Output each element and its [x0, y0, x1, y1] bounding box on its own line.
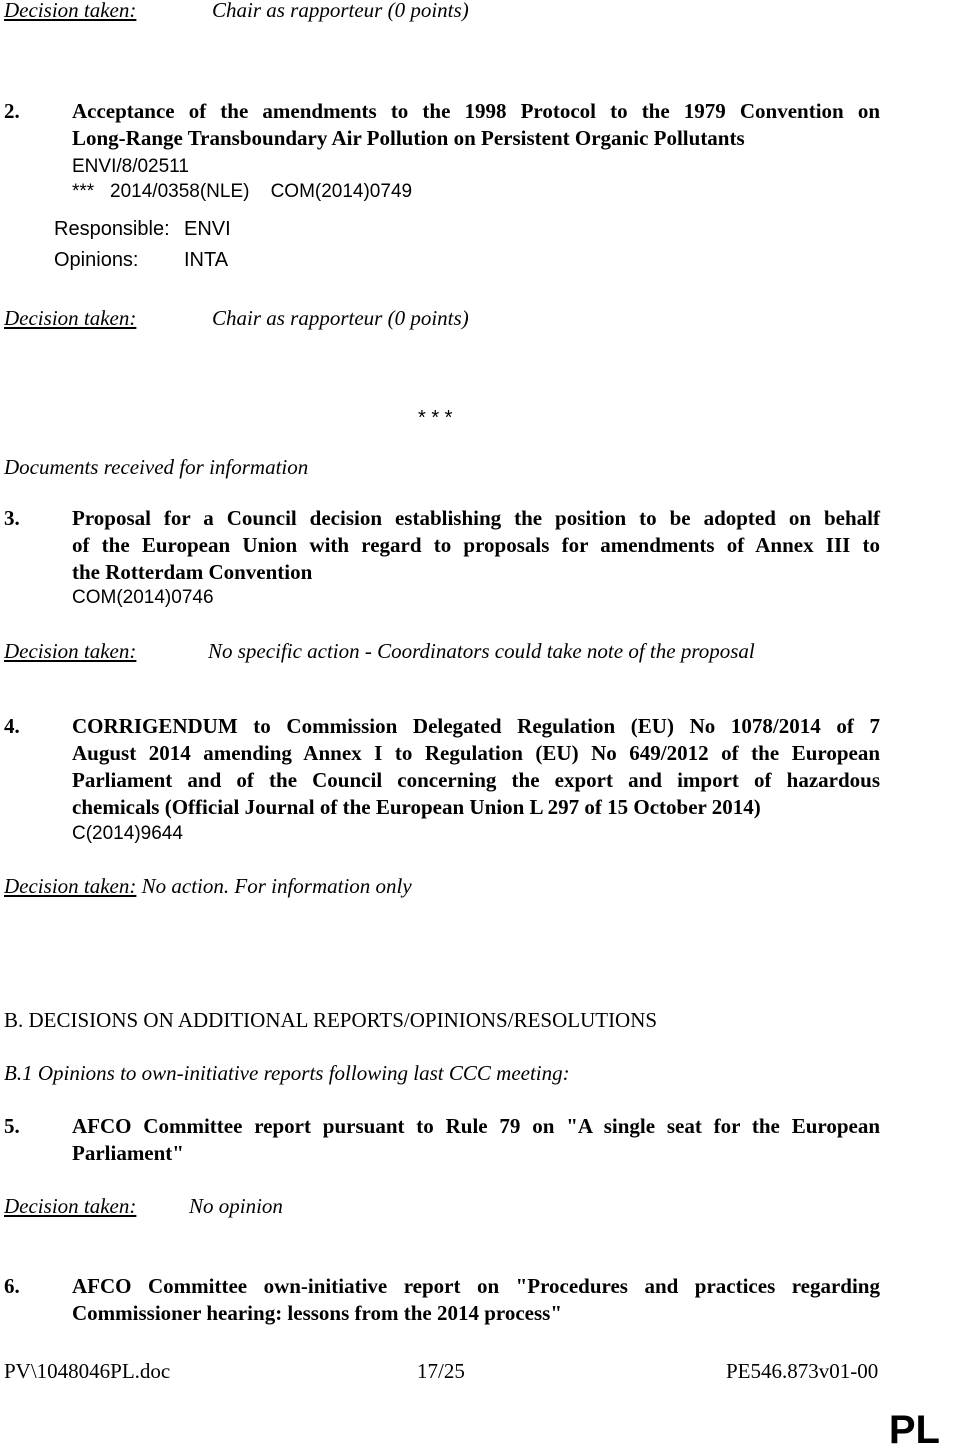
item-2-title-line-1: Acceptance of the amendments to the 1998 Protocol to the 1979 Convention on — [72, 99, 880, 123]
item-6-title — [72, 1273, 880, 1327]
opinions-value: INTA — [184, 249, 229, 271]
item-4-number: 4. — [4, 714, 20, 738]
decision-value-item-5: No opinion — [189, 1194, 283, 1218]
footer-language-code: PL — [888, 1408, 940, 1452]
decision-value-item-3: No specific action - Coordinators could take note of the proposal — [208, 639, 755, 663]
decision-label-item-2: Decision taken: — [4, 306, 137, 330]
decision-line-item-4 — [4, 873, 412, 900]
item-4-title-line-1: CORRIGENDUM to Commission Delegated Regulation (EU) No 1078/2014 of 7 — [72, 714, 880, 738]
item-6-title-line-1: AFCO Committee own-initiative report on "Procedures and practices regarding — [72, 1274, 880, 1298]
item-3-title-line-3: the Rotterdam Convention — [72, 560, 313, 584]
item-3-title — [72, 505, 880, 586]
decision-value-top: Chair as rapporteur (0 points) — [212, 0, 469, 22]
item-5-title-line-2: Parliament" — [72, 1141, 184, 1165]
item-3-title-line-2: of the European Union with regard to proposals for amendments of Annex III to — [72, 533, 880, 557]
item-4-code: C(2014)9644 — [72, 823, 183, 844]
footer-doc-name: PV\1048046PL.doc — [4, 1359, 171, 1383]
item-2-title — [72, 98, 880, 152]
decision-label-item-5: Decision taken: — [4, 1194, 137, 1218]
item-4-title-line-4: chemicals (Official Journal of the European Union L 297 of 15 October 2014) — [72, 795, 761, 819]
footer-reference: PE546.873v01-00 — [726, 1359, 879, 1383]
responsible-label: Responsible: — [54, 218, 170, 240]
decision-value-item-2: Chair as rapporteur (0 points) — [212, 306, 469, 330]
decision-label-item-3: Decision taken: — [4, 639, 137, 663]
documents-heading: Documents received for information — [4, 455, 309, 479]
item-6-number: 6. — [4, 1274, 20, 1298]
item-3-code: COM(2014)0746 — [72, 587, 214, 608]
footer-page-number: 17/25 — [417, 1359, 465, 1383]
item-3-number: 3. — [4, 506, 20, 530]
responsible-value: ENVI — [184, 218, 231, 240]
item-4-title — [72, 713, 880, 821]
item-4-title-line-3: Parliament and of the Council concerning the export and import of hazardous — [72, 768, 880, 792]
separator-stars: * * * — [418, 407, 453, 429]
item-4-title-line-2: August 2014 amending Annex I to Regulation (EU) No 649/2012 of the European — [72, 741, 880, 765]
item-5-title — [72, 1113, 880, 1167]
decision-label-top: Decision taken: — [4, 0, 137, 22]
item-2-number: 2. — [4, 99, 20, 123]
item-2-code-2: *** 2014/0358(NLE) COM(2014)0749 — [72, 181, 413, 202]
item-5-number: 5. — [4, 1114, 20, 1138]
opinions-label: Opinions: — [54, 249, 139, 271]
item-5-title-line-1: AFCO Committee report pursuant to Rule 79 on "A single seat for the European — [72, 1114, 880, 1138]
item-2-code-1: ENVI/8/02511 — [72, 156, 189, 177]
item-3-title-line-1: Proposal for a Council decision establishing the position to be adopted on behalf — [72, 506, 880, 530]
section-b-heading: B. DECISIONS ON ADDITIONAL REPORTS/OPINIONS/RESOLUTIONS — [4, 1008, 658, 1032]
decision-label-item-4: Decision taken: — [4, 874, 137, 898]
item-2-title-line-2: Long-Range Transboundary Air Pollution on Persistent Organic Pollutants — [72, 126, 745, 150]
item-6-title-line-2: Commissioner hearing: lessons from the 2014 process" — [72, 1301, 562, 1325]
decision-value-item-4: No action. For information only — [141, 874, 412, 898]
section-b1-subheading: B.1 Opinions to own-initiative reports following last CCC meeting: — [4, 1061, 570, 1085]
